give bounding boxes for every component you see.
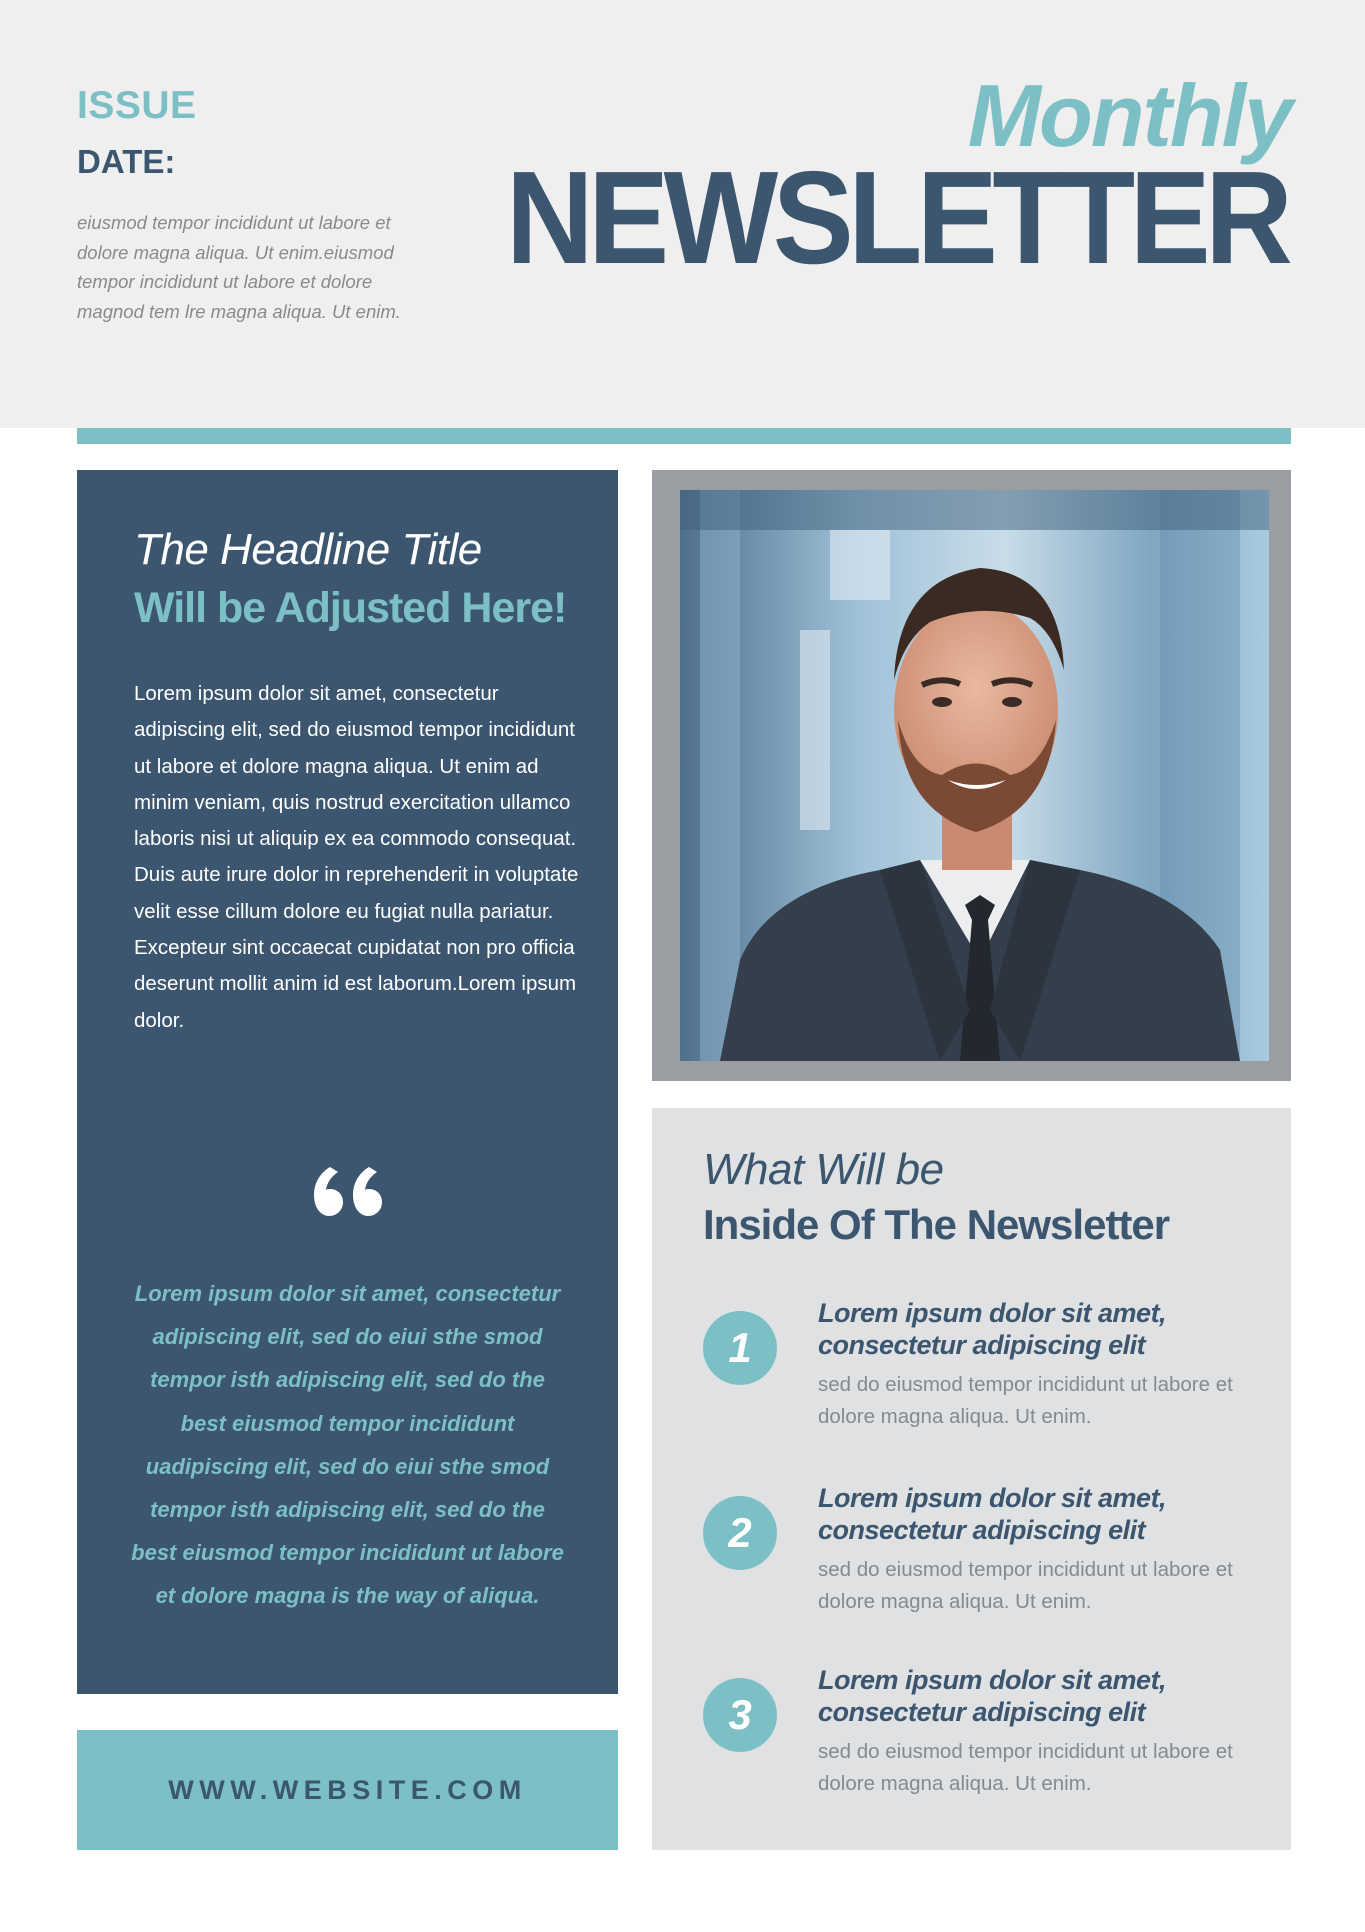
item-number-badge: 2 <box>703 1496 777 1570</box>
item-description: sed do eiusmod tempor incididunt ut labore et dolore magna aliqua. Ut enim. <box>818 1558 1233 1613</box>
website-banner[interactable] <box>77 1730 618 1850</box>
item-heading: Lorem ipsum dolor sit amet, consectetur adipiscing elit <box>818 1665 1167 1727</box>
contents-panel <box>652 1108 1291 1850</box>
title-monthly: Monthly <box>967 66 1291 165</box>
divider <box>77 428 1291 444</box>
title-newsletter: NEWSLETTER <box>505 144 1287 291</box>
portrait-photo <box>680 490 1269 1061</box>
item-heading: Lorem ipsum dolor sit amet, consectetur adipiscing elit <box>818 1298 1167 1360</box>
pull-quote: Lorem ipsum dolor sit amet, consectetur adipiscing elit, sed do eiui sthe smod tempor isth adipiscing elit, sed do the best eiusmod tempor incididunt uadipiscing elit, sed do eiui sthe smod tempor isth adipiscing elit, sed do the best eiusmod tempor incididunt ut labore et dolore magna is the way of aliqua. <box>131 1281 564 1609</box>
quote-icon <box>77 1163 618 1224</box>
list-item <box>652 1665 1291 1818</box>
contents-title-line-1: What Will be <box>703 1145 944 1194</box>
intro-text: eiusmod tempor incididunt ut labore et dolore magna aliqua. Ut enim.eiusmod tempor incididunt ut labore et dolore magnod tem lre magna aliqua. Ut enim. <box>77 212 401 322</box>
item-description: sed do eiusmod tempor incididunt ut labore et dolore magna aliqua. Ut enim. <box>818 1373 1233 1428</box>
issue-label: ISSUE <box>77 84 197 127</box>
item-heading: Lorem ipsum dolor sit amet, consectetur adipiscing elit <box>818 1483 1167 1545</box>
photo-frame <box>652 470 1291 1081</box>
contents-title-line-2: Inside Of The Newsletter <box>703 1201 1170 1248</box>
list-item <box>652 1298 1291 1451</box>
website-link[interactable]: WWW.WEBSITE.COM <box>168 1774 527 1805</box>
item-number-badge: 1 <box>703 1311 777 1385</box>
item-number-badge: 3 <box>703 1678 777 1752</box>
headline-line-2: Will be Adjusted Here! <box>134 584 567 632</box>
feature-panel <box>77 470 618 1694</box>
headline-line-1: The Headline Title <box>134 525 482 574</box>
item-description: sed do eiusmod tempor incididunt ut labore et dolore magna aliqua. Ut enim. <box>818 1740 1233 1795</box>
list-item <box>652 1483 1291 1636</box>
feature-body-text: Lorem ipsum dolor sit amet, consectetur adipiscing elit, sed do eiusmod tempor incididunt ut labore et dolore magna aliqua. Ut enim ad minim veniam, quis nostrud exercitation ullamco laboris nisi ut aliquip ex ea commodo consequat. Duis aute irure dolor in reprehenderit in voluptate velit esse cillum dolore eu fugiat nulla pariatur. Excepteur sint occaecat cupidatat non pro officia deserunt mollit anim id est laborum.Lorem ipsum dolor. <box>134 682 579 1032</box>
date-label: DATE: <box>77 143 176 180</box>
